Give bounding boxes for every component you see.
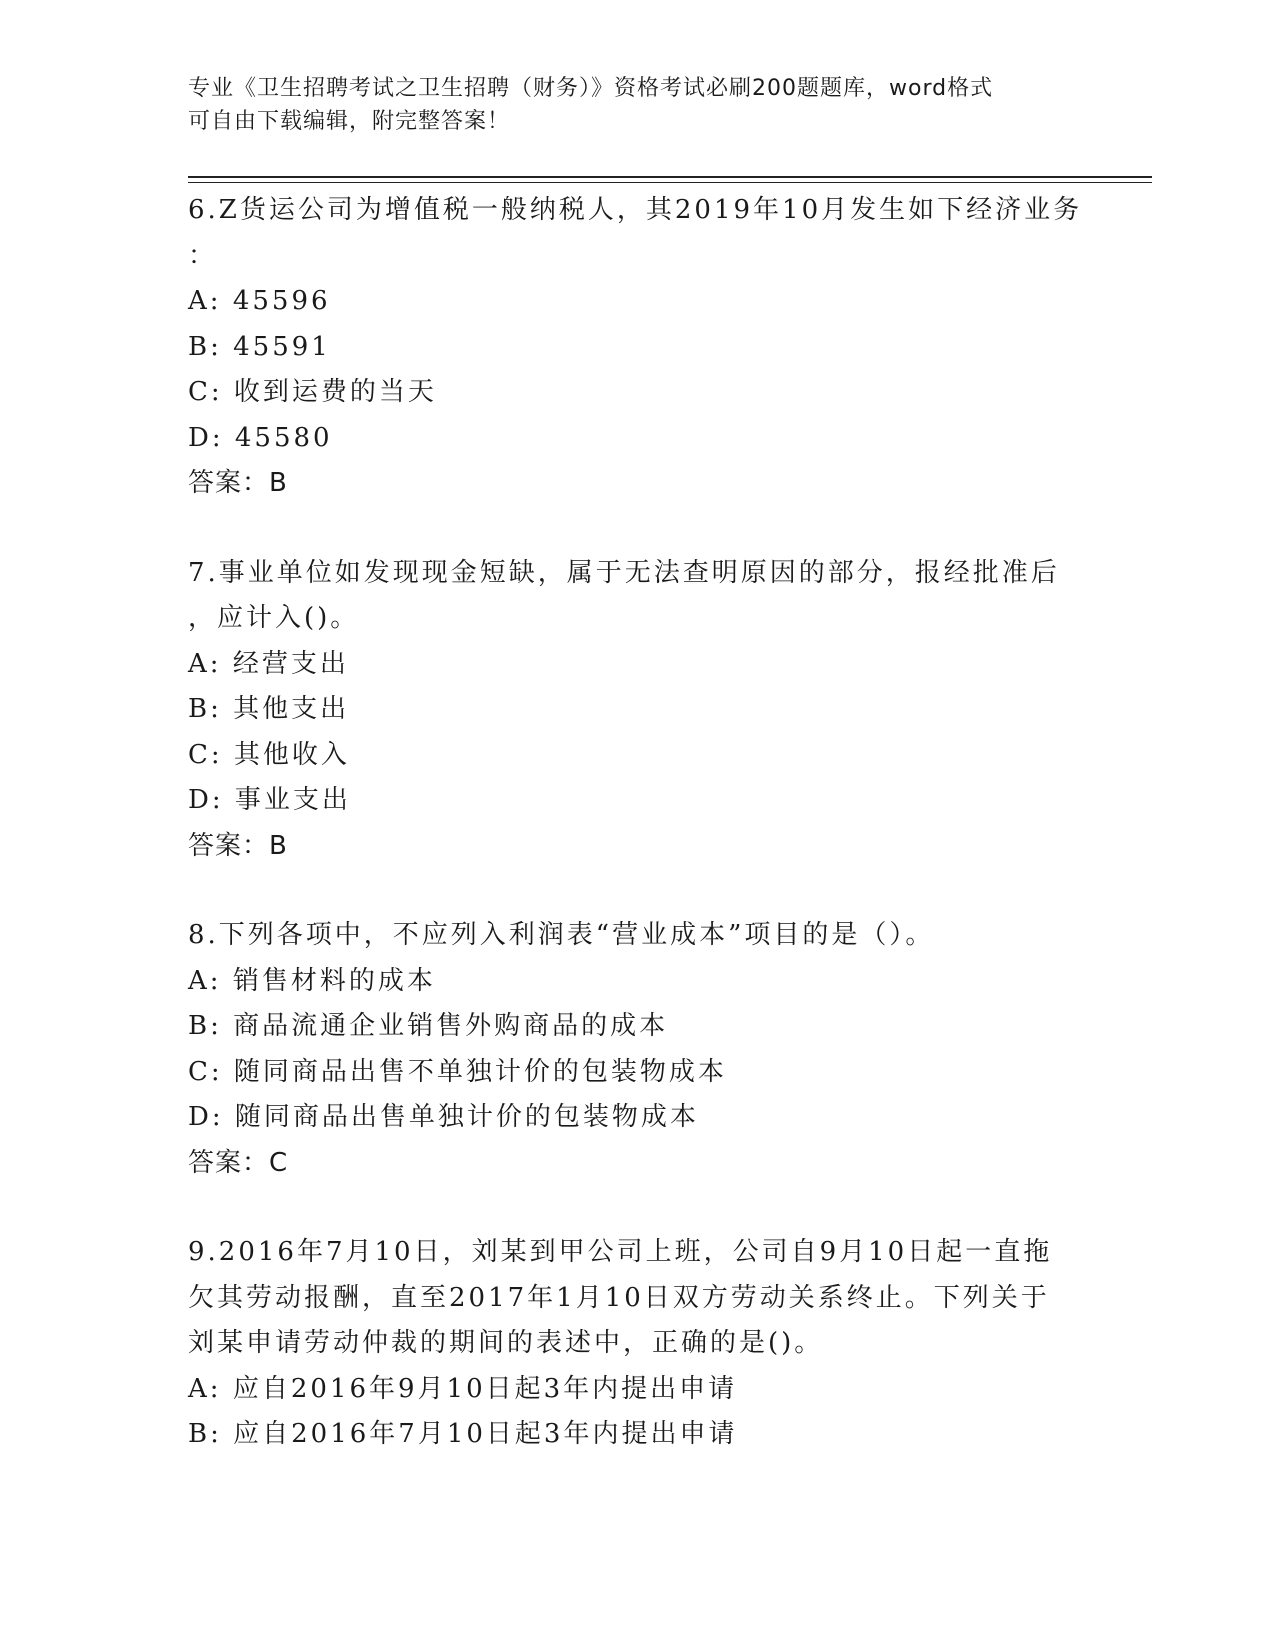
option-letter: C: [188, 1056, 223, 1087]
option-text: 随同商品出售不单独计价的包装物成本 [233, 1056, 727, 1087]
option-b [188, 1412, 1088, 1458]
stem-line: 8.下列各项中，不应列入利润表“营业成本”项目的是（）。 [188, 920, 935, 950]
option-letter: A: [188, 286, 222, 316]
stem-line: 9.2016年7月10日，刘某到甲公司上班，公司自9月10日起一直拖 [188, 1237, 1053, 1267]
question-8 [188, 913, 1088, 1186]
option-text: 应自2016年7月10日起3年内提出申请 [233, 1419, 738, 1449]
stem-line: 6.Z货运公司为增值税一般纳税人，其2019年10月发生如下经济业务 [188, 195, 1083, 225]
option-c [188, 733, 1088, 779]
option-d [188, 1095, 1088, 1141]
stem-line: 欠其劳动报酬，直至2017年1月10日双方劳动关系终止。下列关于 [188, 1282, 1050, 1313]
header-line: 可自由下载编辑，附完整答案！ [188, 109, 511, 134]
option-text: 其他支出 [233, 694, 350, 724]
header-divider-thin [188, 182, 1152, 183]
option-text: 事业支出 [234, 785, 351, 815]
option-text: 随同商品出售单独计价的包装物成本 [234, 1102, 699, 1132]
option-letter: A: [188, 1373, 222, 1404]
question-list [188, 188, 1088, 1502]
question-stem [188, 551, 1088, 642]
stem-line: ，应计入()。 [188, 603, 360, 633]
option-c [188, 1050, 1088, 1096]
stem-line: 刘某申请劳动仲裁的期间的表述中，正确的是()。 [188, 1328, 824, 1358]
option-c [188, 370, 1088, 416]
question-7 [188, 551, 1088, 870]
question-stem [188, 1230, 1088, 1367]
option-text: 商品流通企业销售外购商品的成本 [233, 1011, 669, 1041]
option-letter: D: [188, 785, 224, 815]
header-line: 专业《卫生招聘考试之卫生招聘（财务）》资格考试必刷200题题库，word格式 [188, 76, 994, 101]
option-a [188, 1367, 1088, 1413]
option-text: 收到运费的当天 [233, 377, 437, 407]
answer-line: 答案：B [188, 830, 288, 861]
option-letter: B: [188, 331, 222, 362]
option-a [188, 642, 1088, 688]
option-text: 45596 [232, 286, 331, 316]
option-letter: B: [188, 1419, 222, 1449]
option-letter: C: [188, 377, 223, 407]
option-d [188, 416, 1088, 462]
option-text: 45591 [233, 331, 331, 362]
option-text: 45580 [234, 422, 333, 453]
document-header [188, 72, 1088, 138]
option-letter: D: [188, 1102, 224, 1132]
stem-line: ： [188, 240, 218, 271]
option-text: 销售材料的成本 [232, 965, 436, 996]
option-text: 应自2016年9月10日起3年内提出申请 [232, 1373, 738, 1404]
option-text: 其他收入 [233, 739, 350, 770]
option-b [188, 1004, 1088, 1050]
option-d [188, 778, 1088, 824]
option-letter: A: [188, 648, 222, 679]
option-letter: B: [188, 694, 222, 724]
option-text: 经营支出 [232, 648, 349, 679]
option-letter: B: [188, 1011, 222, 1041]
question-stem [188, 913, 1088, 959]
option-b [188, 325, 1088, 371]
question-stem [188, 188, 1088, 279]
question-6 [188, 188, 1088, 507]
stem-line: 7.事业单位如发现现金短缺，属于无法查明原因的部分，报经批准后 [188, 557, 1060, 588]
option-a [188, 279, 1088, 325]
question-9 [188, 1230, 1088, 1458]
option-letter: A: [188, 965, 222, 996]
answer-line: 答案：B [188, 468, 288, 498]
option-a [188, 959, 1088, 1005]
option-letter: C: [188, 739, 223, 770]
answer-line: 答案：C [188, 1147, 289, 1178]
option-letter: D: [188, 422, 224, 453]
header-divider-thick [188, 176, 1152, 178]
option-b [188, 687, 1088, 733]
